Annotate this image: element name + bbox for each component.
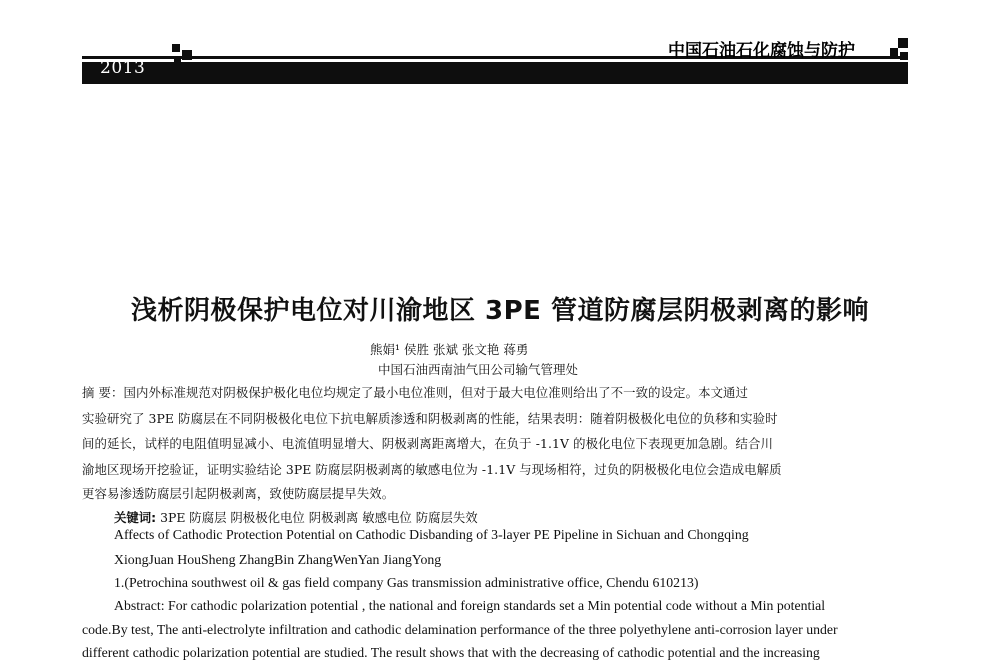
abstract-en-line: Abstract: For cathodic polarization potential , the national and foreign standards set a Min potential code without a Min potential xyxy=(114,598,826,613)
left-block-ornament-icon xyxy=(170,42,196,68)
abstract-cn-line: 摘 要：国内外标准规范对阴极保护极化电位均规定了最小电位准则，但对于最大电位准则给出了不一致的设定。本文通过 xyxy=(82,385,749,400)
right-block-ornament-icon xyxy=(888,38,910,64)
abstract-en-line: different cathodic polarization potential are studied. The result shows that with the decreasing of cathodic potential and the increasing xyxy=(82,645,820,660)
abstract-cn-line: 更容易渗透防腐层引起阴极剥离，致使防腐层提早失效。 xyxy=(82,486,395,501)
english-affiliation: 1.(Petrochina southwest oil & gas field company Gas transmission administrative office, Chendu 610213) xyxy=(114,575,699,590)
affiliation: 中国石油西南油气田公司输气管理处 xyxy=(378,362,579,377)
article-title: 浅析阴极保护电位对川渝地区 3PE 管道防腐层阴极剥离的影响 xyxy=(130,296,869,326)
abstract-cn-line: 间的延长，试样的电阻值明显减小、电流值明显增大、阴极剥离距离增大，在负于 -1.1V 的极化电位下表现更加急剧。结合川 xyxy=(82,436,773,451)
journal-name: 中国石油石化腐蚀与防护 xyxy=(668,41,855,61)
keywords-label: 关键词: xyxy=(114,510,157,525)
english-title: Affects of Cathodic Protection Potential on Cathodic Disbanding of 3-layer PE Pipeline in Sichuan and Chongqing xyxy=(114,527,749,542)
abstract-en-line: code.By test, The anti-electrolyte infiltration and cathodic delamination performance of the three polyethylene anti-corrosion layer under xyxy=(82,622,838,637)
keywords-list: 3PE 防腐层 阴极极化电位 阴极剥离 敏感电位 防腐层失效 xyxy=(160,510,478,525)
abstract-cn-line: 渝地区现场开挖验证，证明实验结论 3PE 防腐层阴极剥离的敏感电位为 -1.1V 与现场相符，过负的阴极极化电位会造成电解质 xyxy=(82,462,782,477)
keywords xyxy=(114,508,478,526)
abstract-cn-line: 实验研究了 3PE 防腐层在不同阴极极化电位下抗电解质渗透和阴极剥离的性能，结果表明：随着阴极极化电位的负移和实验时 xyxy=(82,411,778,426)
header-bar xyxy=(82,62,908,84)
author-list: 熊娟¹ 侯胜 张斌 张文艳 蒋勇 xyxy=(370,342,529,357)
issue-year: 2013 xyxy=(100,58,146,78)
english-authors: XiongJuan HouSheng ZhangBin ZhangWenYan JiangYong xyxy=(114,552,442,567)
